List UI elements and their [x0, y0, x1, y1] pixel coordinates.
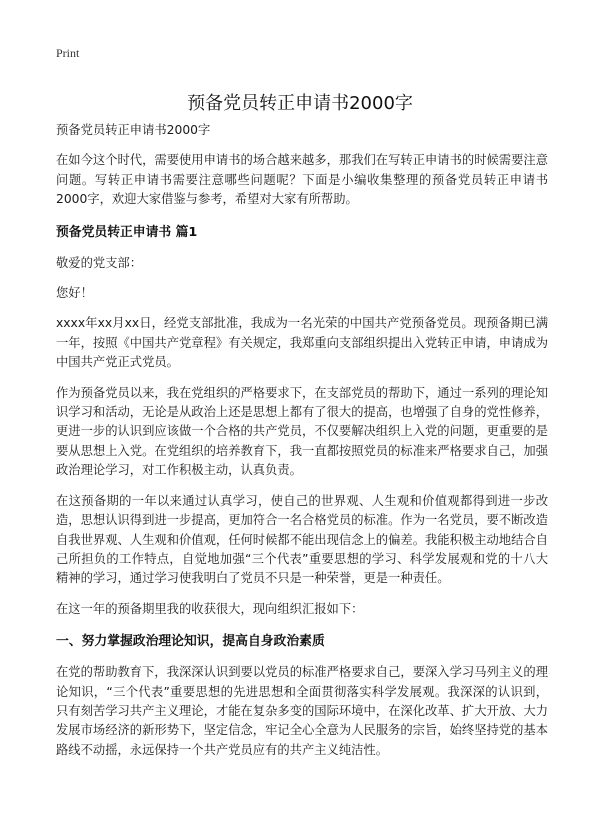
body-paragraph: xxxx年xx月xx日，经党支部批准，我成为一名光荣的中国共产党预备党员。现预备期已满一年，按照《中国共产党章程》有关规定，我郑重向支部组织提出入党转正申请，申请成为中国共产党正式党员。 — [56, 316, 548, 370]
body-paragraph: 在党的帮助教育下，我深深认识到要以党员的标准严格要求自己，要深入学习马列主义的理论知识，“三个代表”重要思想的先进思想和全面贯彻落实科学发展观。我深深的认识到，只有刻苦学习共产主义理论，才能在复杂多变的国际环境中，在深化改革、扩大开放、大力发展市场经济的新形势下，坚定信念，牢记全心全意为人民服务的宗旨，始终坚持党的基本路线不动摇，永远保持一个共产党员应有的共产主义纯洁性。 — [56, 665, 548, 757]
document-content — [56, 121, 548, 760]
salutation: 敬爱的党支部： — [56, 255, 143, 270]
intro-paragraph: 在如今这个时代，需要使用申请书的场合越来越多，那我们在写转正申请书的时候需要注意问题。写转正申请书需要注意哪些问题呢？下面是小编收集整理的预备党员转正申请书2000字，欢迎大家借鉴与参考，希望对大家有所帮助。 — [56, 153, 548, 207]
document-title: 预备党员转正申请书2000字 — [187, 93, 413, 115]
print-label: Print — [56, 46, 80, 60]
section-heading: 预备党员转正申请书 篇1 — [56, 224, 198, 240]
subtitle-paragraph: 预备党员转正申请书2000字 — [56, 123, 211, 137]
body-paragraph: 在这预备期的一年以来通过认真学习，使自己的世界观、人生观和价值观都得到进一步改造，思想认识得到进一步提高，更加符合一名合格党员的标准。作为一名党员，要不断改造自我世界观、人生观和价值观，任何时候都不能出现信念上的偏差。我能积极主动地结合自己所担负的工作特点，自觉地加强“三个代表”重要思想的学习、科学发展观和党的十八大精神的学习，通过学习使我明白了党员不只是一种荣誉，更是一种责任。 — [56, 493, 548, 586]
greeting: 您好！ — [56, 286, 93, 301]
body-paragraph: 作为预备党员以来，我在党组织的严格要求下，在支部党员的帮助下，通过一系列的理论知识学习和活动，无论是从政治上还是思想上都有了很大的提高，也增强了自身的党性修养，更进一步的认识到应该做一个合格的共产党员，不仅要解决组织上入党的问题，更重要的是要从思想上入党。在党组织的培养教育下，我一直都按照党员的标准来严格要求自己，加强政治理论学习，对工作积极主动，认真负责。 — [56, 385, 548, 478]
body-paragraph: 在这一年的预备期里我的收获很大，现向组织汇报如下： — [56, 601, 364, 616]
subheading: 一、努力掌握政治理论知识，提高自身政治素质 — [56, 634, 325, 650]
